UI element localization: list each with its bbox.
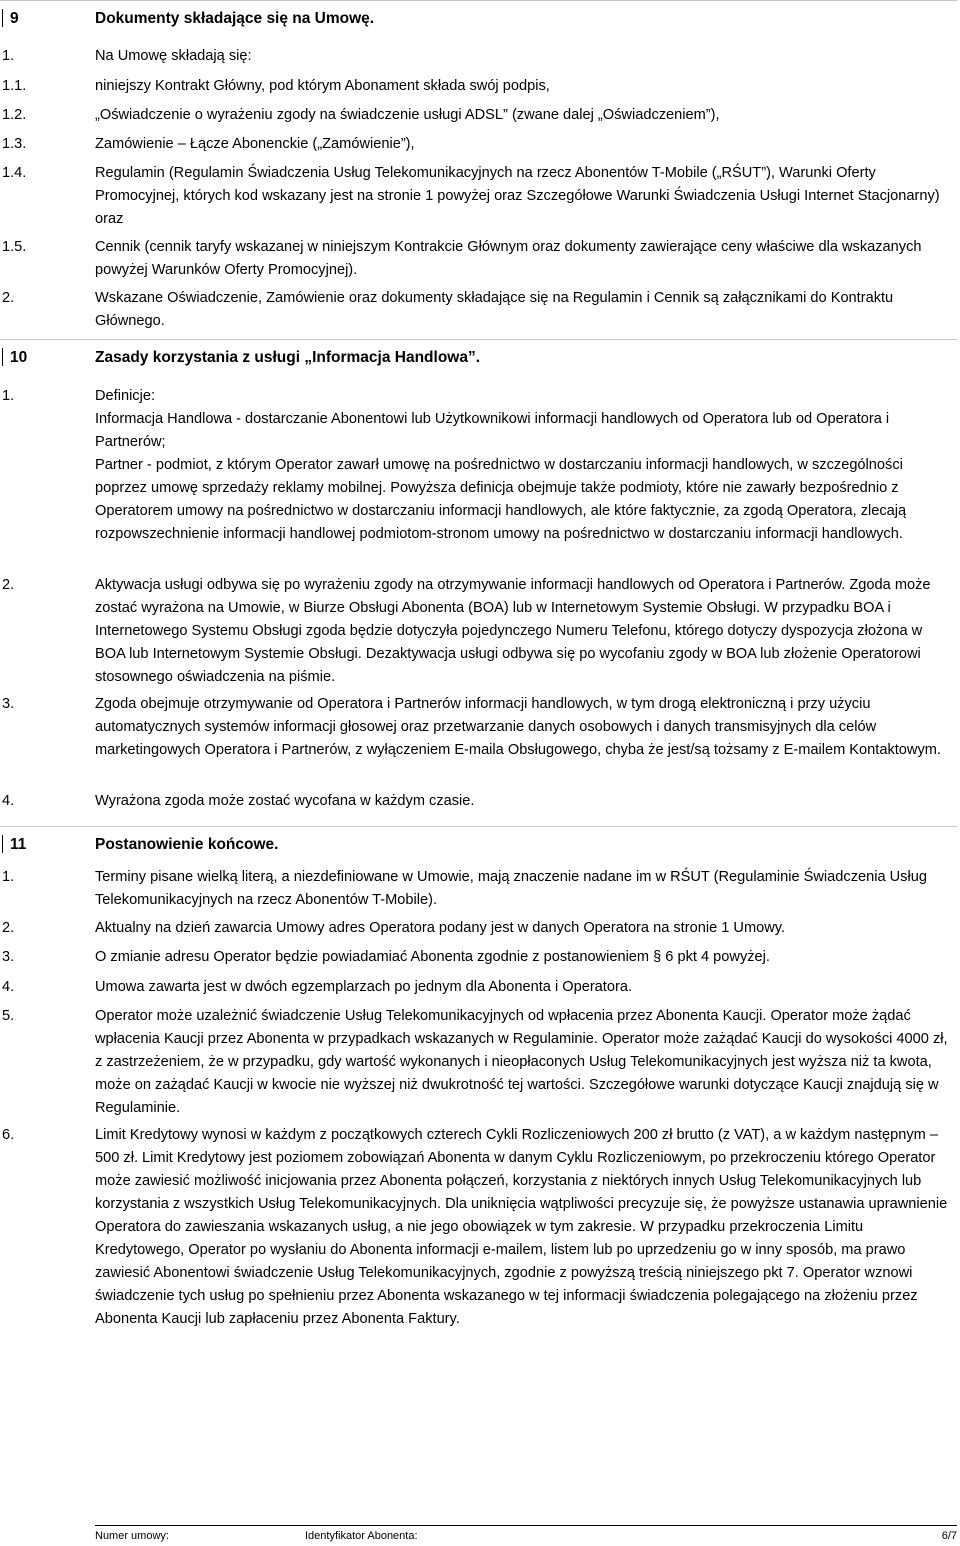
section-number: 11 xyxy=(10,833,26,856)
page-indicator: 6/7 xyxy=(941,1530,957,1542)
page-footer xyxy=(95,1525,957,1542)
section-9-heading xyxy=(0,0,957,30)
section-title: Postanowienie końcowe. xyxy=(95,836,279,853)
section-11-heading xyxy=(0,826,957,856)
section-title: Dokumenty składające się na Umowę. xyxy=(95,10,375,27)
subscriber-id-label: Identyfikator Abonenta: xyxy=(305,1530,418,1542)
section-number: 9 xyxy=(10,7,19,30)
contract-number-label: Numer umowy: xyxy=(95,1530,169,1542)
section-title: Zasady korzystania z usługi „Informacja Handlowa”. xyxy=(95,349,481,366)
document-page: 9 Dokumenty składające się na Umowę. 1. Na Umowę składają się: 1.1. niniejszy Kontrakt Główny, pod którym Abonament składa swój podpis, 1.2. „Oświadczenie o wyrażeniu zgody na świadczenie usługi ADSL” (zwane dalej „Oświadczeniem”), 1.3. Zamówienie – Łącze Abonenckie („Zamówienie”), 1.4. Regulamin (Regulamin Świadczenia Usług Telekomunikacyjnych na rzecz Abonentów T-Mobile („RŚUT”), Warunki Oferty Promocyjnej, których kod wskazany jest na stronie 1 powyżej oraz Szczegółowe Warunki Świadczenia Usługi Internet Stacjonarny) oraz 1.5. Cennik (cennik taryfy wskazanej w niniejszym Kontrakcie Głównym oraz dokumenty zawierające ceny właściwe dla wskazanych powyżej Warunków Oferty Promocyjnej). 2. Wskazane Oświadczenie, Zamówienie oraz dokumenty składające się na Regulamin i Cennik są załącznikami do Kontraktu Głównego. 10 Zasady korzystania z usługi „Informacja Handlowa”. 1. Definicje: Informacja Handlowa - dostarczanie Abonentowi lub Użytkownikowi informacji handlowych od Operatora lub od Operatora i Partnerów; Partner - podmiot, z którym Operator zawarł umowę na pośrednictwo w dostarczaniu informacji handlowych, w szczególności poprzez umowę sprzedaży reklamy mobilnej. Powyższa definicja obejmuje także podmioty, które nie zawarły bezpośrednio z Operatorem umowy na pośrednictwo w dostarczaniu informacji handlowych, ale które faktycznie, za zgodą Operatora, zlecają rozpowszechnienie informacji handlowej podmiotom-stronom umowy na pośrednictwo w dostarczaniu informacji handlowych. 2. Aktywacja usługi odbywa się po wyrażeniu zgody na otrzymywanie informacji handlowych od Operatora i Partnerów. Zgoda może zostać wyrażona na Umowie, w Biurze Obsługi Abonenta (BOA) lub w Internetowym Systemie Obsługi. W przypadku BOA i Internetowego Systemu Obsługi zgoda będzie dotyczyła pojedynczego Numeru Telefonu, którego dotyczy dyspozycja złożona w BOA lub Internetowym Systemie Obsługi. Dezaktywacja usługi odbywa się po wycofaniu zgody w BOA lub złożenie Operatorowi stosownego oświadczenia na piśmie. 3. Zgoda obejmuje otrzymywanie od Operatora i Partnerów informacji handlowych, w tym drogą elektroniczną i przy użyciu automatycznych systemów informacji głosowej oraz przetwarzanie danych osobowych i danych transmisyjnych dla celów marketingowych Operatora i Partnerów, z wyłączeniem E-maila Obsługowego, chyba że jest/są tożsamy z E-mailem Kontaktowym. 4. Wyrażona zgoda może zostać wycofana w każdym czasie. 11 Postanowienie końcowe. 1. Terminy pisane wielką literą, a niezdefiniowane w Umowie, mają znaczenie nadane im w RŚUT (Regulaminie Świadczenia Usług Telekomunikacyjnych na rzecz Abonentów T-Mobile). 2. Aktualny na dzień zawarcia Umowy adres Operatora podany jest w danych Operatora na stronie 1 Umowy. 3. O zmianie adresu Operator będzie powiadamiać Abonenta zgodnie z postanowieniem § 6 pkt 4 powyżej. 4. Umowa zawarta jest w dwóch egzemplarzach po jednym dla Abonenta i Operatora. 5. Operator może uzależnić świadczenie Usług Telekomunikacyjnych od wpłacenia przez Abonenta Kaucji. Operator może żądać wpłacenia Kaucji przez Abonenta w przypadkach wskazanych w Regulaminie. Operator może zażądać Kaucji do wysokości 4000 zł, z zastrzeżeniem, że w przypadku, gdy wartość wykonanych i nieopłaconych Usług Telekomunikacyjnych jest wyższa niż ta kwota, może on zażądać Kaucji w kwocie nie wyższej niż dwukrotność tej wartości. Szczegółowe warunki dotyczące Kaucji znajdują się w Regulaminie. 6. Limit Kredytowy wynosi w każdym z początkowych czterech Cykli Rozliczeniowych 200 zł brutto (z VAT), a w każdym następnym – 500 zł. Limit Kredytowy jest poziomem zobowiązań Abonenta w danym Cyklu Rozliczeniowym, po przekroczeniu którego Operator może zawiesić możliwość inicjowania przez Abonenta połączeń, korzystania z niektórych innych Usług Telekomunikacyjnych lub korzystania z wszystkich Usług Telekomunikacyjnych. Dla uniknięcia wątpliwości precyzuje się, że powyższe ustanawia uprawnienie Operatora do zawieszania wskazanych usług, a nie jego obowiązek w tym zakresie. W przypadku przekroczenia Limitu Kredytowego, Operator po wysłaniu do Abonenta informacji e-mailem, listem lub po uprzedzeniu go w inny sposób, ma prawo zawiesić Abonentowi świadczenie Usług Telekomunikacyjnych, zgodnie z powyższą treścią niniejszego pkt 7. Operator wznowi świadczenie tych usług po spełnieniu przez Abonenta wskazanego w tej informacji świadczenia polegającego na złożeniu przez Abonenta Kaucji lub zapłaceniu przez Abonenta Faktury. Numer umowy: Identyfikator Abonenta: 6/7 xyxy=(0,0,960,1546)
section-10-heading xyxy=(0,339,957,369)
section-number: 10 xyxy=(10,346,27,369)
